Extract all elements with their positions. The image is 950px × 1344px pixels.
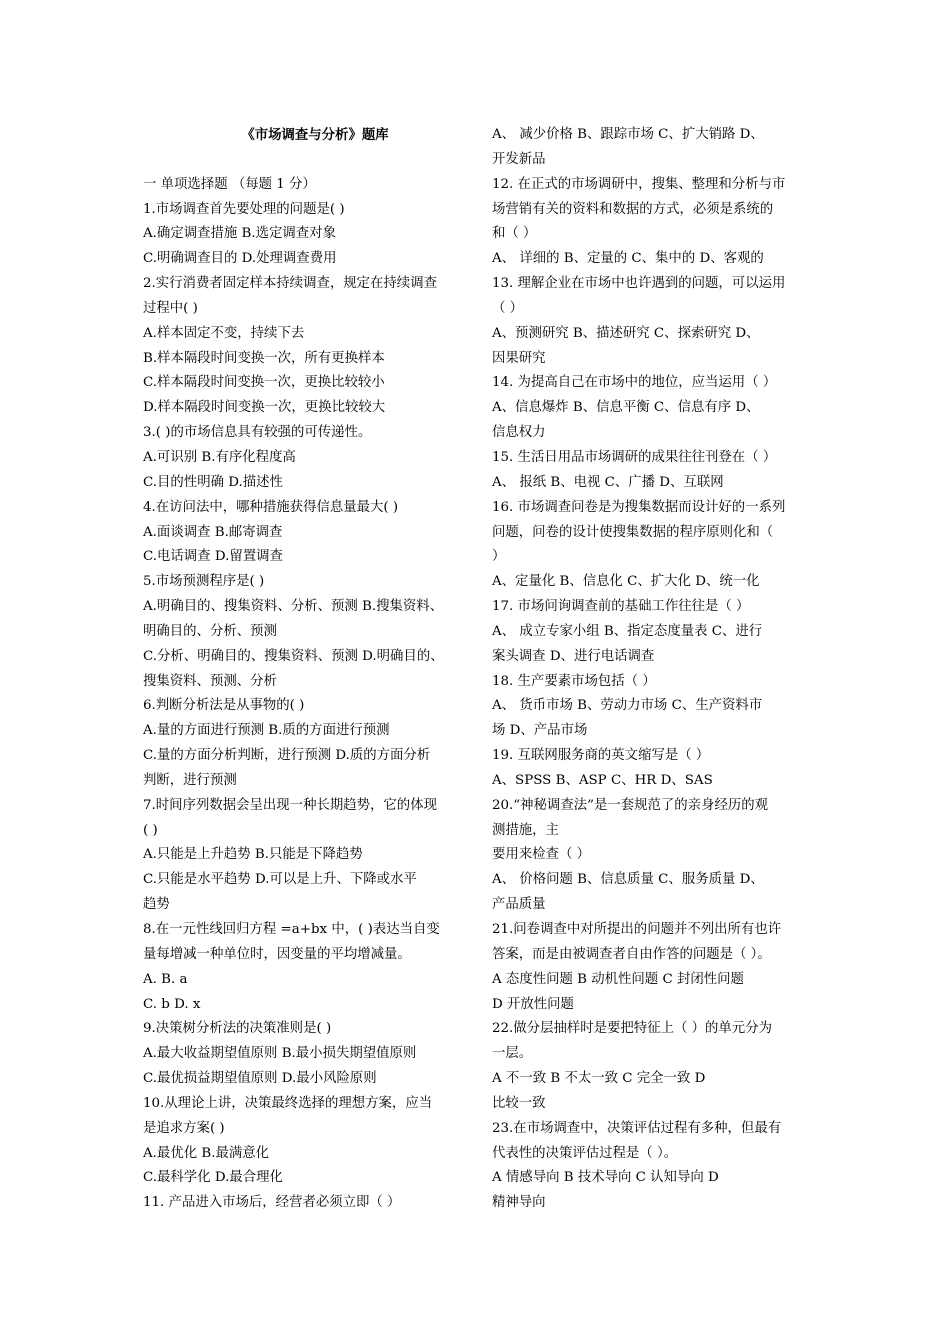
text-line: A.样本固定不变，持续下去 [143,325,305,341]
text-line: A、 货币市场 B、劳动力市场 C、生产资料市 [492,698,763,714]
text-line: 答案，而是由被调查者自由作答的问题是（ ）。 [492,946,771,962]
text-line: 6.判断分析法是从事物的( ) [143,698,305,714]
text-line: （ ） [492,300,524,316]
text-line: 测措施，主 [492,822,559,838]
text-line: 20.“神秘调查法”是一套规范了的亲身经历的观 [492,797,769,813]
text-line: A、定量化 B、信息化 C、扩大化 D、统一化 [492,574,760,590]
text-line: 量每增减一种单位时，因变量的平均增减量。 [143,946,411,962]
text-line: 3.( )的市场信息具有较强的可传递性。 [143,425,372,441]
text-line: A.只能是上升趋势 B.只能是下降趋势 [143,847,363,863]
text-line: B.样本隔段时间变换一次，所有更换样本 [143,350,385,366]
text-line: C.最科学化 D.最合理化 [143,1170,283,1186]
text-line: 和（ ） [492,226,537,242]
text-line: 判断，进行预测 [143,772,237,788]
text-line: D.样本隔段时间变换一次，更换比较较大 [143,400,386,416]
document-title: 《市场调查与分析》题库 [241,127,389,143]
text-line: 一层。 [492,1046,533,1062]
text-line: 23.在市场调查中，决策评估过程有多种，但最有 [492,1120,782,1136]
text-line: A. B. a [143,971,188,987]
text-line: A.明确目的、搜集资料、分析、预测 B.搜集资料、 [143,599,444,615]
text-line: 比较一致 [492,1095,546,1111]
text-line: A.最优化 B.最满意化 [143,1145,270,1161]
text-line: 12. 在正式的市场调研中，搜集、整理和分析与市 [492,176,786,192]
text-line: A.量的方面进行预测 B.质的方面进行预测 [143,723,390,739]
text-line: C. b D. x [143,996,201,1012]
text-line: A、预测研究 B、描述研究 C、探索研究 D、 [492,325,760,341]
text-line: 10.从理论上讲，决策最终选择的理想方案，应当 [143,1095,433,1111]
right-column [492,123,814,1216]
text-line: 21.问卷调查中对所提出的问题并不列出所有也许 [492,922,782,937]
text-line: 16. 市场调查问卷是为搜集数据而设计好的一系列 [492,499,786,515]
text-line: 7.时间序列数据会呈出现一种长期趋势，它的体现 [143,797,437,813]
text-line: C.目的性明确 D.描述性 [143,474,283,490]
text-line: 4.在访问法中，哪种措施获得信息量最大( ) [143,499,399,515]
text-line: A、信息爆炸 B、信息平衡 C、信息有序 D、 [492,400,760,416]
text-line: 场 D、产品市场 [492,723,588,739]
text-line: 19. 互联网服务商的英文缩写是（ ） [492,748,710,764]
left-column-text [143,173,473,1216]
text-line: A、SPSS B、ASP C、HR D、SAS [492,772,713,788]
text-line: 一 单项选择题 （每题 1 分） [143,176,316,192]
text-line: C.分析、明确目的、搜集资料、预测 D.明确目的、 [143,648,444,664]
text-line: C.电话调查 D.留置调查 [143,549,283,565]
text-line: C.最优损益期望值原则 D.最小风险原则 [143,1071,377,1087]
text-line: 17. 市场问询调查前的基础工作往往是（ ） [492,599,750,615]
text-line: A.面谈调查 B.邮寄调查 [143,524,283,540]
text-line: A.确定调查措施 B.选定调查对象 [143,226,336,242]
text-line: D 开放性问题 [492,996,574,1012]
text-line: 11. 产品进入市场后，经营者必须立即（ ） [143,1195,401,1211]
text-line: 开发新品 [492,151,546,167]
text-line: 产品质量 [492,897,546,913]
text-line: C.只能是水平趋势 D.可以是上升、下降或水平 [143,872,417,888]
text-line: ( ) [143,822,158,838]
text-line: 场营销有关的资料和数据的方式，必须是系统的 [492,201,774,217]
text-line: 8.在一元性线回归方程 =a+bx 中，( )表达当自变 [143,922,440,937]
text-line: 9.决策树分析法的决策准则是( ) [143,1021,332,1037]
text-line: 2.实行消费者固定样本持续调查，规定在持续调查 [143,276,437,292]
text-line: 问题，问卷的设计使搜集数据的程序原则化和（ [492,524,774,540]
text-line: 因果研究 [492,350,546,366]
text-line: A、 价格问题 B、信息质量 C、服务质量 D、 [492,872,764,888]
text-line: 22.做分层抽样时是要把特征上（ ）的单元分为 [492,1021,772,1037]
text-line: C.量的方面分析判断，进行预测 D.质的方面分析 [143,748,431,764]
text-line: A.可识别 B.有序化程度高 [143,449,296,465]
text-line: 信息权力 [492,425,546,441]
text-line: C.样本隔段时间变换一次，更换比较较小 [143,375,385,391]
text-line: 是追求方案( ) [143,1120,225,1136]
text-line: 明确目的、分析、预测 [143,623,277,639]
text-line: 14. 为提高自己在市场中的地位，应当运用（ ） [492,375,777,391]
text-line: 要用来检查（ ） [492,847,590,863]
right-column-text [492,123,814,1216]
text-line: A 情感导向 B 技术导向 C 认知导向 D [492,1170,719,1186]
left-column [143,123,473,1216]
text-line: A、 详细的 B、定量的 C、集中的 D、客观的 [492,251,764,267]
text-line: ） [492,549,506,565]
text-line: 精神导向 [492,1195,546,1211]
text-line: A、 报纸 B、电视 C、广播 D、互联网 [492,474,724,490]
text-line: 18. 生产要素市场包括（ ） [492,673,656,689]
text-line: 趋势 [143,897,170,913]
text-line: A、 成立专家小组 B、指定态度量表 C、进行 [492,623,763,639]
text-line: A.最大收益期望值原则 B.最小损失期望值原则 [143,1046,417,1062]
text-line: 15. 生活日用品市场调研的成果往往刊登在（ ） [492,449,777,465]
text-line: A、 减少价格 B、跟踪市场 C、扩大销路 D、 [492,127,764,142]
text-line: 代表性的决策评估过程是（ ）。 [492,1145,678,1161]
text-line: 5.市场预测程序是( ) [143,574,265,590]
text-line: 案头调查 D、进行电话调查 [492,648,655,664]
blank-line [143,148,473,173]
text-line: A 不一致 B 不太一致 C 完全一致 D [492,1071,706,1087]
text-line: 1.市场调查首先要处理的问题是( ) [143,201,345,217]
text-line: 搜集资料、预测、分析 [143,673,277,689]
text-line: 过程中( ) [143,300,198,316]
text-line: C.明确调查目的 D.处理调查费用 [143,251,337,267]
text-line: A 态度性问题 B 动机性问题 C 封闭性问题 [492,971,744,987]
text-line: 13. 理解企业在市场中也许遇到的问题，可以运用 [492,276,786,292]
